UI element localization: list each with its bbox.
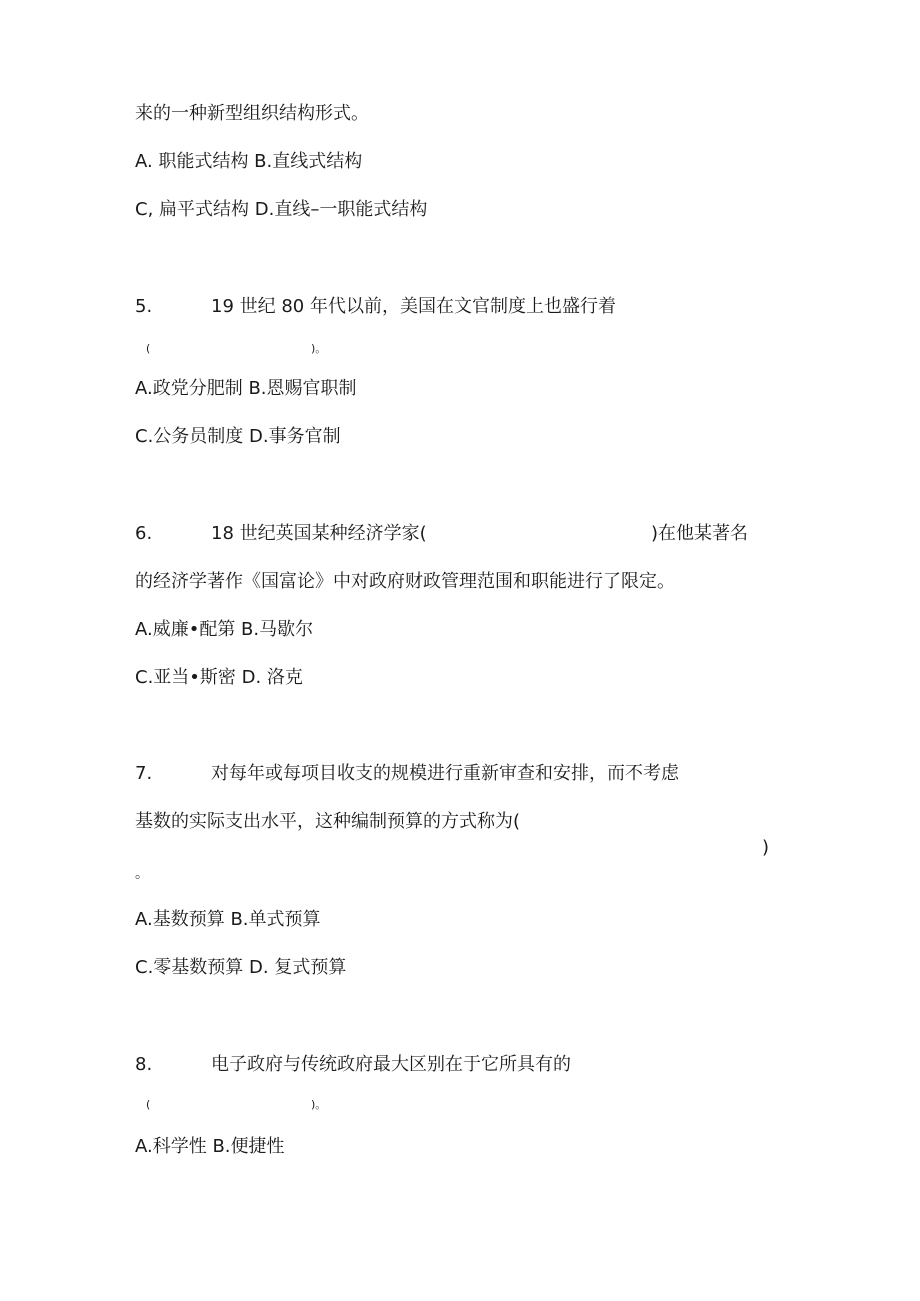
question-8-options-ab: A.科学性 B.便捷性 bbox=[135, 1136, 285, 1157]
question-7-text: 对每年或每项目收支的规模进行重新审查和安排，而不考虑 bbox=[211, 763, 679, 784]
question-7-options-ab: A.基数预算 B.单式预算 bbox=[135, 909, 321, 930]
question-8-text: 电子政府与传统政府最大区别在于它所具有的 bbox=[211, 1054, 571, 1075]
question-4-options-cd: C, 扁平式结构 D.直线–一职能式结构 bbox=[135, 199, 428, 220]
question-8-number: 8. bbox=[135, 1054, 153, 1075]
question-5-options-ab: A.政党分肥制 B.恩赐官职制 bbox=[135, 378, 357, 399]
question-6-text-after-blank: )在他某著名 bbox=[651, 523, 749, 544]
question-7-options-cd: C.零基数预算 D. 复式预算 bbox=[135, 957, 347, 978]
question-4-options-ab: A. 职能式结构 B.直线式结构 bbox=[135, 151, 363, 172]
question-6-number: 6. bbox=[135, 523, 153, 544]
question-8-paren-open: ( bbox=[146, 1098, 151, 1111]
question-4-text-tail: 来的一种新型组织结构形式。 bbox=[135, 103, 369, 124]
question-7-number: 7. bbox=[135, 763, 153, 784]
question-5-text: 19 世纪 80 年代以前，美国在文官制度上也盛行着 bbox=[211, 296, 616, 317]
question-5-paren-close: )。 bbox=[311, 342, 327, 355]
question-7-paren-close: ) bbox=[762, 837, 770, 858]
question-7-line-3: 。 bbox=[135, 866, 149, 882]
question-6-options-ab: A.威廉•配第 B.马歇尔 bbox=[135, 619, 314, 640]
question-5-paren-open: ( bbox=[146, 342, 151, 355]
question-7-line-2: 基数的实际支出水平，这种编制预算的方式称为( bbox=[135, 811, 521, 832]
question-8-paren-close: )。 bbox=[311, 1098, 327, 1111]
question-6-text: 18 世纪英国某种经济学家( bbox=[211, 523, 427, 544]
question-6-options-cd: C.亚当•斯密 D. 洛克 bbox=[135, 667, 303, 688]
question-6-line-2: 的经济学著作《国富论》中对政府财政管理范围和职能进行了限定。 bbox=[135, 571, 675, 592]
question-5-options-cd: C.公务员制度 D.事务官制 bbox=[135, 426, 341, 447]
question-5-number: 5. bbox=[135, 296, 153, 317]
